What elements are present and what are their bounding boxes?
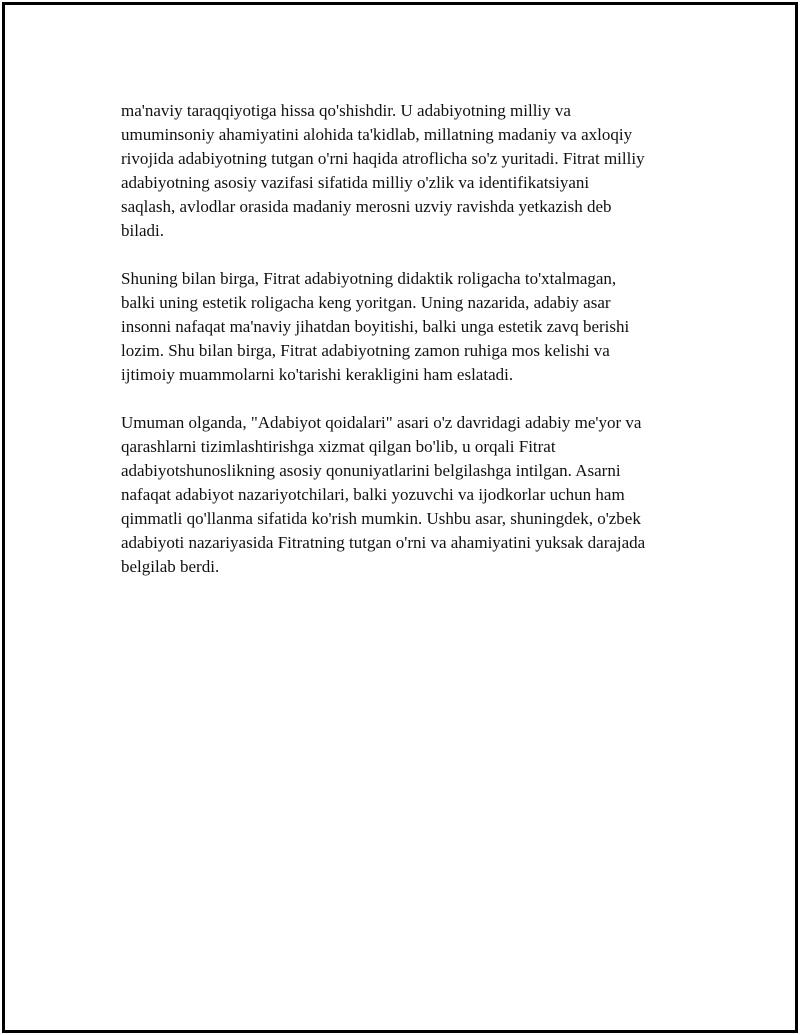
text-line: rivojida adabiyotning tutgan o'rni haqida atroflicha so'z yuritadi. Fitrat milliy xyxy=(121,149,645,168)
text-line: umuminsoniy ahamiyatini alohida ta'kidlab, millatning madaniy va axloqiy xyxy=(121,125,633,144)
text-line: lozim. Shu bilan birga, Fitrat adabiyotning zamon ruhiga mos kelishi va xyxy=(121,341,610,360)
text-line: qarashlarni tizimlashtirishga xizmat qilgan bo'lib, u orqali Fitrat xyxy=(121,437,556,456)
text-line: adabiyoti nazariyasida Fitratning tutgan o'rni va ahamiyatini yuksak darajada xyxy=(121,533,646,552)
text-line: biladi. xyxy=(121,221,164,240)
text-line: adabiyotshunoslikning asosiy qonuniyatlarini belgilashga intilgan. Asarni xyxy=(121,461,621,480)
text-line: Shuning bilan birga, Fitrat adabiyotning didaktik roligacha to'xtalmagan, xyxy=(121,269,617,288)
text-line: adabiyotning asosiy vazifasi sifatida milliy o'zlik va identifikatsiyani xyxy=(121,173,590,192)
text-line: ijtimoiy muammolarni ko'tarishi kerakligini ham eslatadi. xyxy=(121,365,514,384)
paragraph-1 xyxy=(121,99,701,243)
text-line: qimmatli qo'llanma sifatida ko'rish mumkin. Ushbu asar, shuningdek, o'zbek xyxy=(121,509,641,528)
text-line: nafaqat adabiyot nazariyotchilari, balki yozuvchi va ijodkorlar uchun ham xyxy=(121,485,625,504)
paragraph-2 xyxy=(121,267,701,387)
document-body xyxy=(121,99,701,603)
text-line: insonni nafaqat ma'naviy jihatdan boyitishi, balki unga estetik zavq berishi xyxy=(121,317,630,336)
text-line: ma'naviy taraqqiyotiga hissa qo'shishdir. U adabiyotning milliy va xyxy=(121,101,571,120)
text-line: Umuman olganda, "Adabiyot qoidalari" asari o'z davridagi adabiy me'yor va xyxy=(121,413,642,432)
text-line: saqlash, avlodlar orasida madaniy merosni uzviy ravishda yetkazish deb xyxy=(121,197,612,216)
text-line: belgilab berdi. xyxy=(121,557,220,576)
text-line: balki uning estetik roligacha keng yoritgan. Uning nazarida, adabiy asar xyxy=(121,293,611,312)
page-frame xyxy=(2,2,798,1033)
paragraph-3 xyxy=(121,411,701,579)
